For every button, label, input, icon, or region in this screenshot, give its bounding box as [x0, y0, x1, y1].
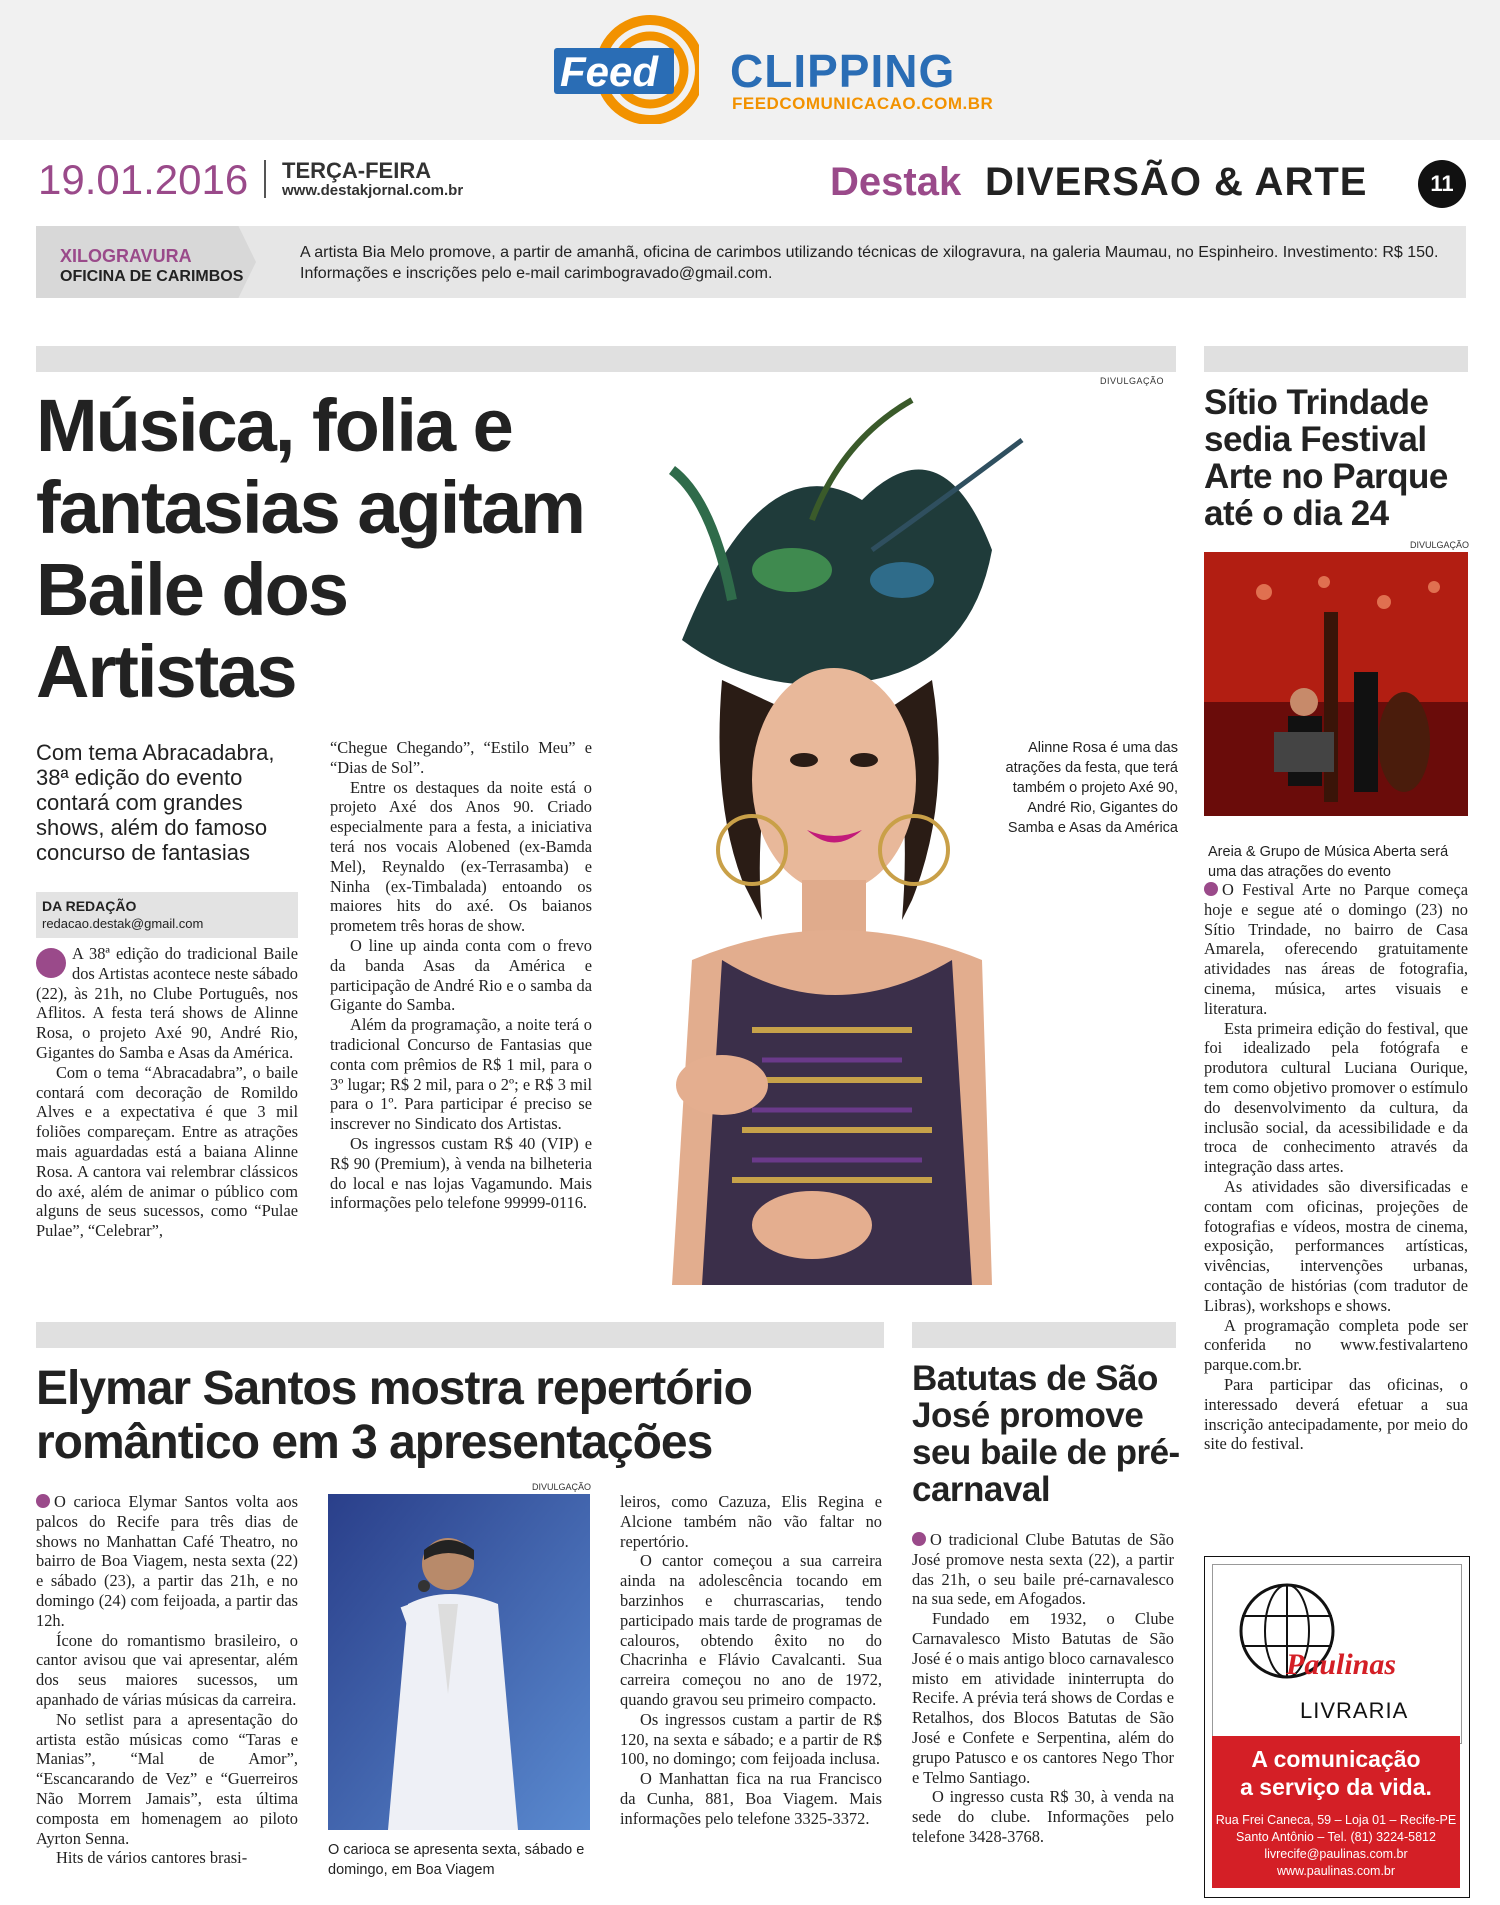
paragraph: A programação completa pode ser conferida no www.festivalarteno parque.com.br. [1204, 1315, 1468, 1375]
paragraph: leiros, como Cazuza, Elis Regina e Alcione também não vão faltar no repertório. [620, 1492, 882, 1551]
publication-weekday: TERÇA-FEIRA [282, 158, 432, 183]
paragraph: Além da programação, a noite terá o tradicional Concurso de Fantasias que conta com prêmios de R$ 1 mil, para o 3º lugar; R$ 2 mil, para o 2º; e R$ 3 mil para o 1º. Para participar é preciso se inscrever no Sindicato dos Artistas. [330, 1015, 592, 1134]
section-rule [912, 1322, 1176, 1348]
paragraph: O cantor começou a sua carreira ainda na adolescência tocando em barzinhos e churrascarias, tendo participado mais tarde de programas de calouros, obtendo êxito no do Chacrinha e Flávio Cavalcanti. Sua carreira começou no ano de 1972, quando gravou seu primeiro compacto. [620, 1551, 882, 1709]
paragraph: Esta primeira edição do festival, que foi idealizado pela fotógrafa e produtora cultural Luciana Ourique, tem como objetivo promover o estímulo do desenvolvimento da cultura, da inclusão social, da acessibilidade e da troca de conhecimento através da integração dass artes. [1204, 1018, 1468, 1177]
section-title: DIVERSÃO & ARTE [985, 160, 1368, 204]
info-tag: XILOGRAVURA [60, 246, 192, 266]
paragraph: Para participar das oficinas, o interessado deverá efetuar a sua inscrição antecipadamente, por meio do site do festival. [1204, 1374, 1468, 1454]
side-headline: Sítio Trindade sedia Festival Arte no Parque até o dia 24 [1204, 383, 1448, 533]
page-number-badge: 11 [1418, 160, 1466, 208]
batutas-column [912, 1530, 1174, 1847]
ad-brand-name: Paulinas [1286, 1648, 1397, 1681]
main-column-1 [36, 944, 298, 1241]
info-subtag: OFICINA DE CARIMBOS [60, 268, 244, 285]
batutas-headline: Batutas de São José promove seu baile de pré-carnaval [912, 1359, 1180, 1509]
photo-credit: DIVULGAÇÃO [1100, 376, 1165, 386]
section-rule [1204, 346, 1468, 372]
paragraph: No setlist para a apresentação do artista estão músicas como “Taras e Manias”, “Mal de Amor”, “Escancarando de Vez” e “Guerreiros Não Morrem Jamais”, esta última composta em homenagem ao piloto Ayrton Senna. [36, 1709, 298, 1848]
main-column-2 [330, 738, 592, 1213]
info-text: A artista Bia Melo promove, a partir de amanhã, oficina de carimbos utilizando técnicas de xilogravura, na galeria Maumau, no Espinheiro. Investimento: R$ 150. Informações e inscrições pelo e-mail carimbogravado@gmail.com. [300, 244, 1439, 282]
paragraph: Entre os destaques da noite está o projeto Axé dos Anos 90. Criado especialmente para a festa, a iniciativa terá nos vocais Alobened (ex-Bamda Mel), Reynaldo (ex-Terrasamba) e Ninha (ex-Timbalada) entoando os maiores hits do axé. Os baianos prometem três horas de show. [330, 777, 592, 936]
paragraph: Com o tema “Abracadabra”, o baile contará com decoração de Romildo Alves e a expectativa é que 3 mil foliões compareçam. Entre as atrações mais aguardadas está a baiana Alinne Rosa. A cantora vai relembrar clássicos do axé, além de animar o público com alguns de seus sucessos, como “Pulae Pulae”, “Celebrar”, [36, 1062, 298, 1241]
ad-address: Rua Frei Caneca, 59 – Loja 01 – Recife-PE [1215, 1813, 1457, 1827]
elymar-photo [328, 1494, 590, 1830]
paragraph: O Manhattan fica na rua Francisco da Cunha, 881, Boa Viagem. Mais informações pelo telefone 3325-3372. [620, 1769, 882, 1828]
paragraph: O Festival Arte no Parque começa hoje e segue até o domingo (23) no Sítio Trindade, no bairro de Casa Amarela, oferecendo gratuitamente atividades nas áreas de fotografia, cinema, música, artes visuais e literatura. [1204, 880, 1468, 1018]
main-deck: Com tema Abracadabra, 38ª edição do evento contará com grandes shows, além do famoso concurso de fantasias [36, 740, 275, 865]
paragraph: Hits de vários cantores brasi- [56, 1848, 248, 1868]
paragraph: O ingresso custa R$ 30, à venda na sede do clube. Informações pelo telefone 3428-3768. [912, 1787, 1174, 1846]
feed-logo [554, 12, 699, 124]
paragraph: O line up ainda conta com o frevo da banda Asas da América e participação de André Rio e o samba da Gigante do Samba. [330, 935, 592, 1015]
section-rule [36, 1322, 884, 1348]
paragraph: As atividades são diversificadas e contam com oficinas, projeções de fotografias e vídeos, mostra de cinema, exposição, performances artísticas, vivências, intervenções urbanas, contação de histórias (com tradutor de Libras), workshops e shows. [1204, 1176, 1468, 1315]
bullet-dot-icon [36, 948, 66, 978]
bullet-dot-icon [912, 1532, 926, 1546]
paragraph: A 38ª edição do tradicional Baile dos Artistas acontece neste sábado (22), às 21h, no Clube Português, nos Aflitos. A festa terá shows de Alinne Rosa, o projeto Axé 90, André Rio, Gigantes do Samba e Asas da América. [36, 944, 298, 1062]
clipping-label: CLIPPING [730, 45, 956, 97]
paragraph: O carioca Elymar Santos volta aos palcos do Recife para três dias de shows no Manhattan Café Theatro, no bairro de Boa Viagem, nesta sexta (22) e sábado (23), a partir das 21h, e no domingo (24) com feijoada, a partir das 12h. [36, 1492, 298, 1630]
photo-caption: Alinne Rosa é uma das atrações da festa, que terá também o projeto Axé 90, André Rio, Gigantes do Samba e Asas da América [1005, 740, 1178, 836]
publication-url: www.destakjornal.com.br [282, 182, 464, 199]
main-headline: Música, folia e fantasias agitam Baile dos Artistas [36, 384, 584, 713]
side-photo [1204, 552, 1468, 816]
paragraph: Ícone do romantismo brasileiro, o cantor avisou que vai apresentar, além dos seus maiores sucessos, um apanhado de várias músicas da carreira. [36, 1630, 298, 1709]
svg-text:Feed: Feed [560, 48, 659, 95]
ad-site[interactable]: www.paulinas.com.br [1276, 1864, 1396, 1878]
date-separator [264, 160, 266, 198]
section-rule [36, 346, 1176, 372]
elymar-headline: Elymar Santos mostra repertório romântico em 3 apresentações [36, 1362, 752, 1469]
photo-caption: O carioca se apresenta sexta, sábado e domingo, em Boa Viagem [328, 1842, 585, 1878]
paragraph: “Chegue Chegando”, “Estilo Meu” e “Dias de Sol”. [330, 738, 592, 777]
bullet-dot-icon [1204, 882, 1218, 896]
elymar-column-1 [36, 1492, 298, 1868]
byline-email: redacao.destak@gmail.com [42, 916, 204, 931]
bullet-dot-icon [36, 1494, 50, 1508]
elymar-column-2 [620, 1492, 882, 1829]
paragraph: Os ingressos custam R$ 40 (VIP) e R$ 90 (Premium), à venda na bilheteria do local e nas lojas Vagamundo. Mais informações pelo telefone 99999-0116. [330, 1133, 592, 1213]
brand-name: Destak [830, 160, 962, 204]
clipping-site: FEEDCOMUNICACAO.COM.BR [732, 94, 994, 113]
ad-email[interactable]: livrecife@paulinas.com.br [1264, 1847, 1408, 1861]
paragraph: Fundado em 1932, o Clube Carnavalesco Misto Batutas de São José é o mais antigo bloco carnavalesco misto em atividade ininterrupta do Recife. A prévia terá shows de Cordas e Retalhos, dos Blocos Batutas de São José e Confete e Serpentina, além do grupo Patusco e os cantores Nego Thor e Telmo Santiago. [912, 1609, 1174, 1787]
ad-slogan: a serviço da vida. [1240, 1774, 1432, 1800]
ad-contact [1212, 1812, 1460, 1880]
publication-date: 19.01.2016 [38, 156, 249, 203]
byline: DA REDAÇÃO [42, 898, 137, 914]
photo-caption: Areia & Grupo de Música Aberta será uma das atrações do evento [1208, 844, 1449, 880]
ad-address: Santo Antônio – Tel. (81) 3224-5812 [1236, 1830, 1436, 1844]
ad-subtitle: LIVRARIA [1300, 1698, 1409, 1723]
ad-slogan: A comunicação [1251, 1746, 1421, 1772]
side-column [1204, 880, 1468, 1454]
photo-credit: DIVULGAÇÃO [532, 1482, 592, 1492]
paragraph: Os ingressos custam a partir de R$ 120, na sexta e sábado; e a partir de R$ 100, no domingo; com feijoada inclusa. [620, 1709, 882, 1769]
main-photo [612, 380, 1042, 1285]
photo-credit: DIVULGAÇÃO [1410, 540, 1470, 550]
paragraph: O tradicional Clube Batutas de São José promove nesta sexta (22), a partir das 21h, o seu baile pré-carnavalesco na sua sede, em Afogados. [912, 1530, 1174, 1609]
